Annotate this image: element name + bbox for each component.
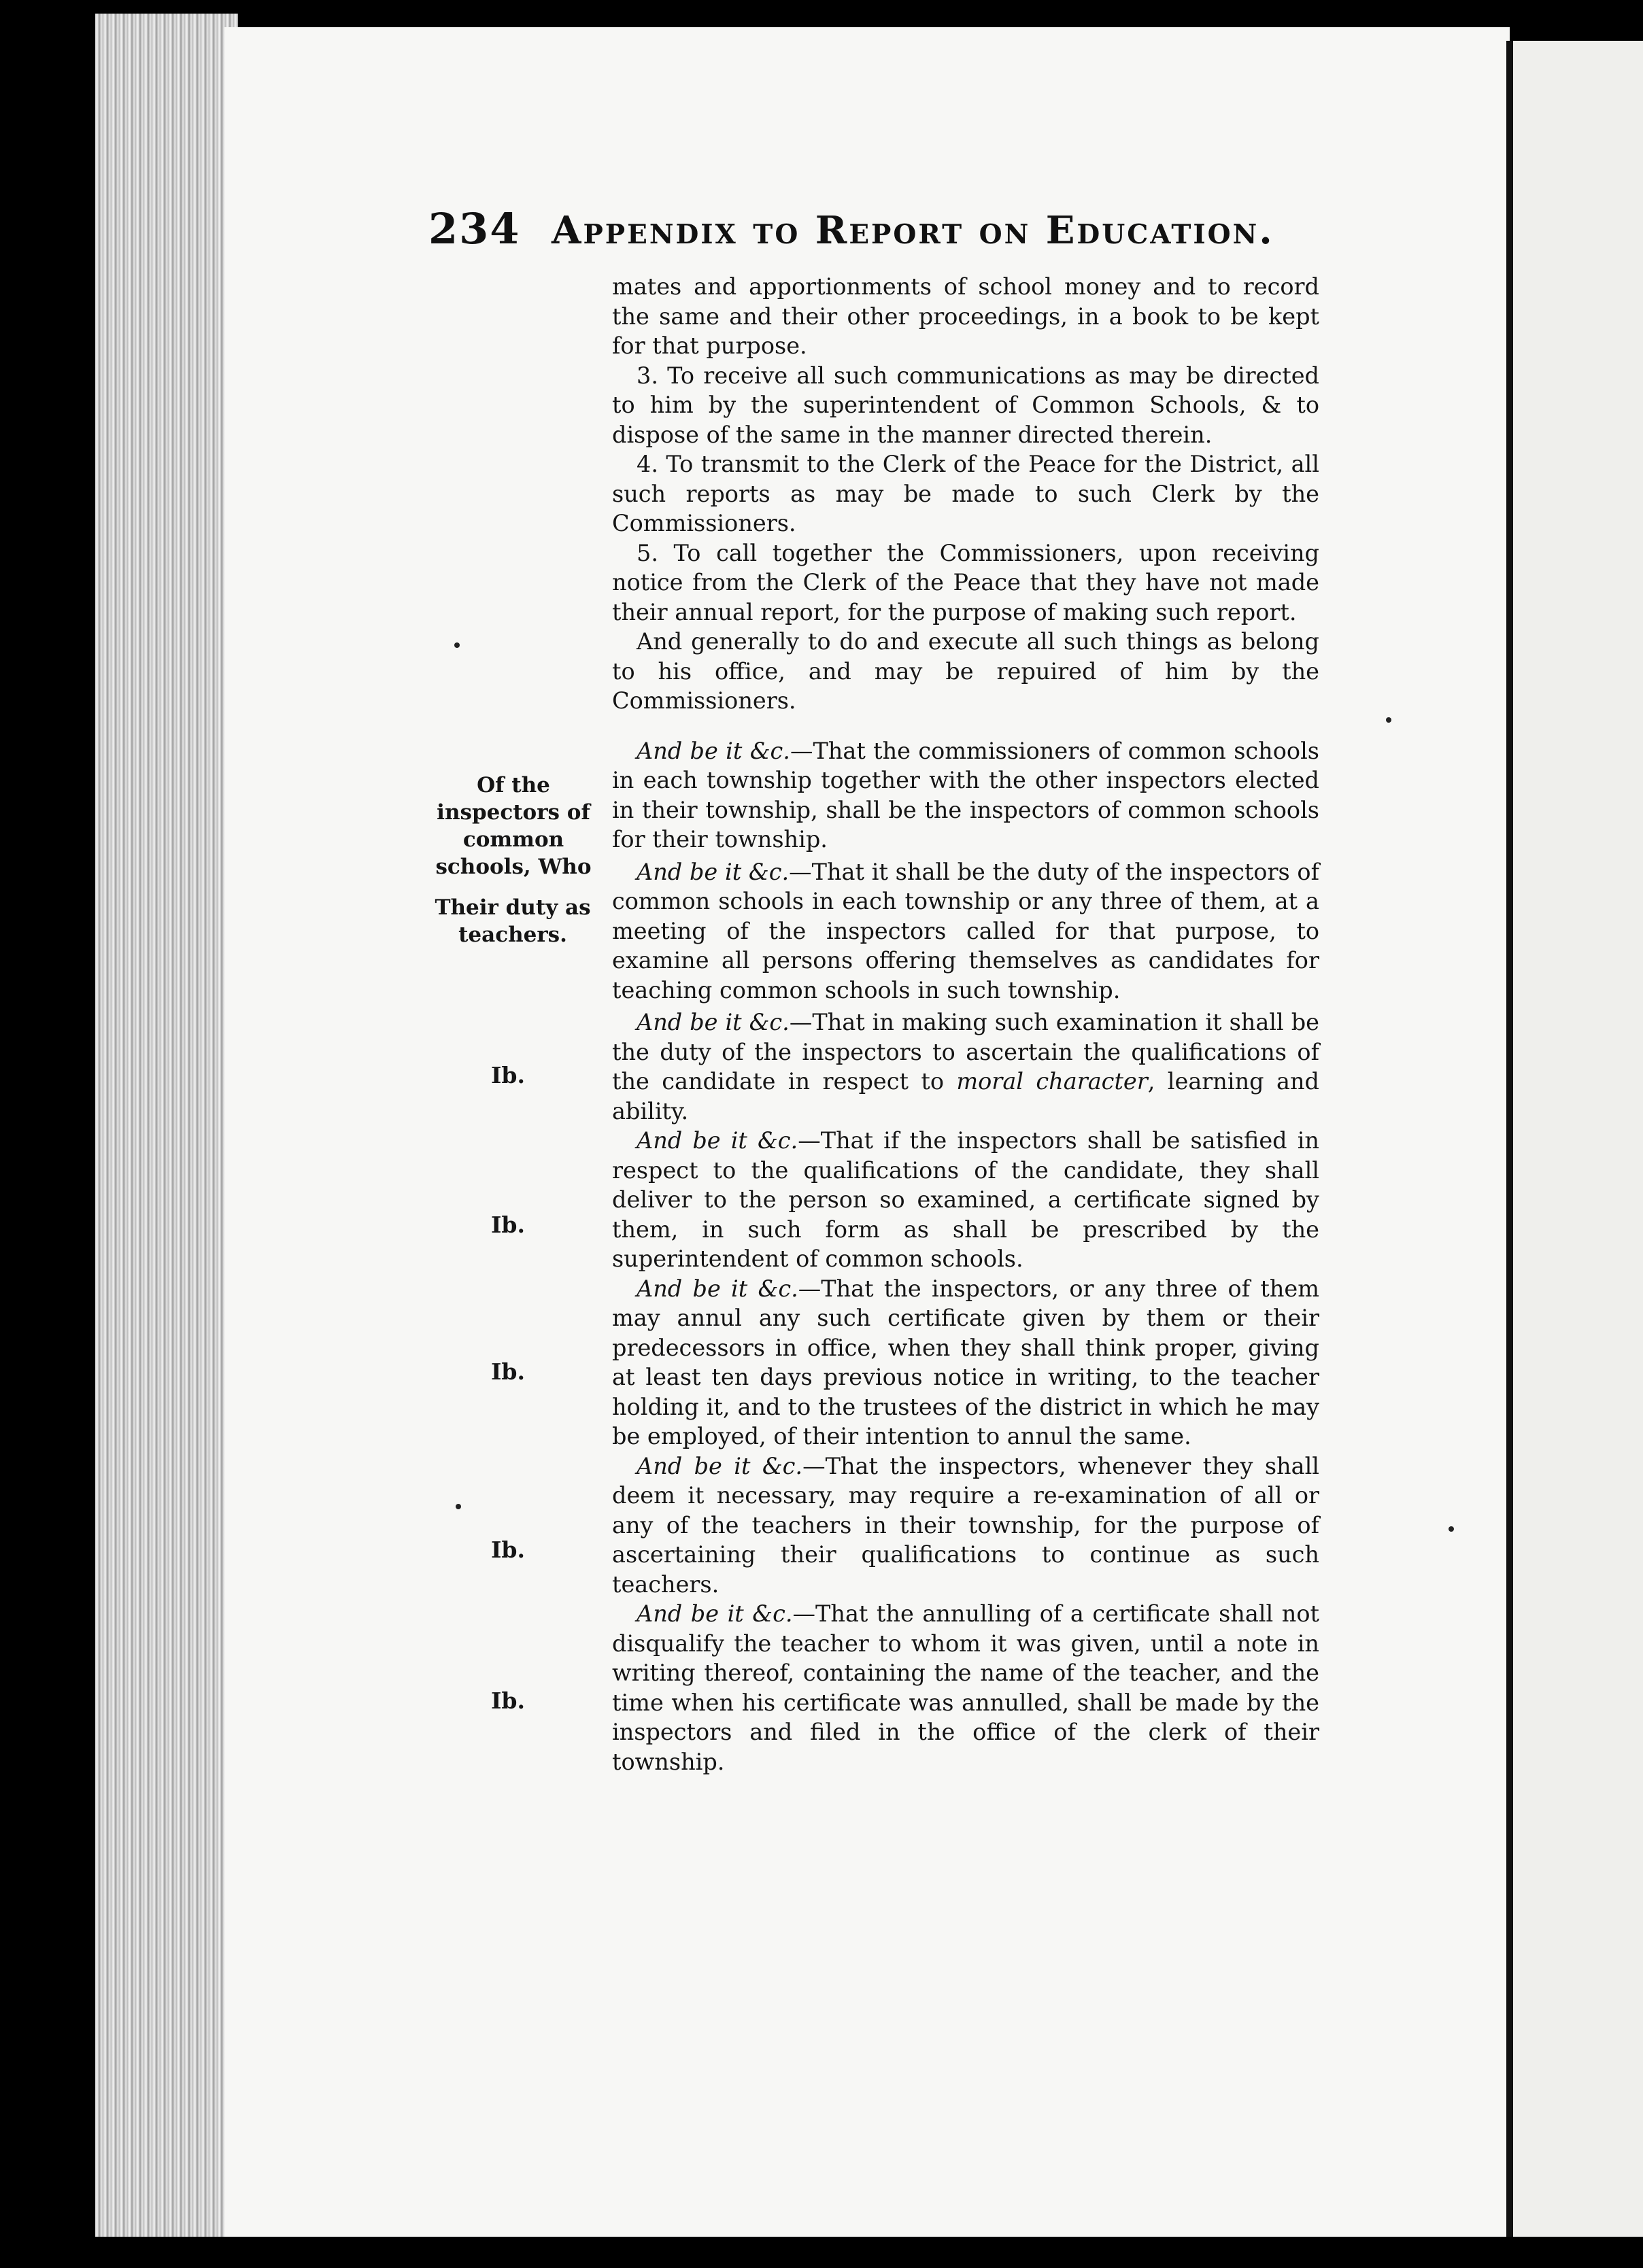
section-paragraph: And be it &c.—That the annulling of a certificate shall not disqualify the teacher to whom it was given, until a note in writing thereof, containing the name of the teacher, and the time when his certificate was annulled, shall be made by the inspectors and filed in the office of the clerk of their township. xyxy=(612,1600,1319,1775)
enacting-phrase: And be it &c. xyxy=(637,858,790,885)
enacting-phrase: And be it &c. xyxy=(637,1275,798,1302)
facing-page-edge xyxy=(1506,41,1643,2237)
section-paragraph: And be it &c.—That it shall be the duty of the inspectors of common schools in each township or any three of them, at a meeting of the inspectors called for that purpose, to examine all persons offering themselves as candidates for teaching common schools in such township. xyxy=(612,858,1319,1003)
paragraph: 4. To transmit to the Clerk of the Peace for the District, all such reports as may be made to such Clerk by the Commissioners. xyxy=(612,451,1319,536)
enacting-phrase: And be it &c. xyxy=(637,1009,790,1035)
paragraph: 5. To call together the Commissioners, upon receiving notice from the Clerk of the Peace that they have not made their annual report, for the purpose of making such report. xyxy=(612,539,1319,625)
enacting-phrase: And be it &c. xyxy=(637,1600,793,1627)
scan-speck xyxy=(1386,717,1391,723)
margin-note-ib: Ib. xyxy=(491,1062,525,1088)
enacting-phrase: And be it &c. xyxy=(637,1452,803,1479)
section-paragraph: And be it &c.—That the inspectors, whenever they shall deem it necessary, may require a re-examination of all or any of the teachers in their township, for the purpose of ascertaining their qualifications to continue as such teachers. xyxy=(612,1452,1319,1598)
margin-note-ib: Ib. xyxy=(491,1358,525,1385)
margin-note-ib: Ib. xyxy=(491,1212,525,1238)
scan-speck xyxy=(1449,1526,1454,1532)
margin-note-duty: Their duty as teachers. xyxy=(435,895,591,947)
enacting-phrase: And be it &c. xyxy=(637,737,790,764)
scan-speck xyxy=(456,1504,461,1509)
enacting-phrase: And be it &c. xyxy=(637,1127,798,1154)
running-title: Appendix to Report on Education. xyxy=(552,208,1274,253)
stacked-page-edges xyxy=(95,14,238,2237)
paragraph: mates and apportionments of school money and to record the same and their other proceedings, in a book to be kept for that purpose. xyxy=(612,273,1319,359)
body-text xyxy=(612,272,1319,1776)
running-header xyxy=(428,204,1306,265)
page-number: 234 xyxy=(428,204,521,254)
section-paragraph: And be it &c.—That the commissioners of common schools in each township together with the other inspectors elected in their township, shall be the inspectors of common schools for their township. xyxy=(612,737,1319,853)
section-paragraph: And be it &c.—That in making such examination it shall be the duty of the inspectors to ascertain the qualifications of the candidate in respect to moral character, learning and ability. xyxy=(612,1009,1319,1124)
section-paragraph: And be it &c.—That the inspectors, or any three of them may annul any such certificate given by them or their predecessors in office, when they shall think proper, giving at least ten days previous notice in writing, to the teacher holding it, and to the trustees of the district in which he may be employed, of their intention to annul the same. xyxy=(612,1275,1320,1449)
section-paragraph: And be it &c.—That if the inspectors shall be satisfied in respect to the qualifications of the candidate, they shall deliver to the person so examined, a certificate signed by them, in such form as shall be prescribed by the superintendent of common schools. xyxy=(612,1127,1320,1272)
paragraph: 3. To receive all such communications as may be directed to him by the superintendent of Common Schools, & to dispose of the same in the manner directed therein. xyxy=(612,362,1319,448)
margin-note-ib: Ib. xyxy=(491,1536,525,1563)
margin-note-ib: Ib. xyxy=(491,1687,525,1714)
paragraph: And generally to do and execute all such things as belong to his office, and may be repuired of him by the Commissioners. xyxy=(612,628,1319,714)
scan-speck xyxy=(454,642,460,648)
margin-note-inspectors: Of the inspectors of common schools, Who xyxy=(435,773,592,879)
